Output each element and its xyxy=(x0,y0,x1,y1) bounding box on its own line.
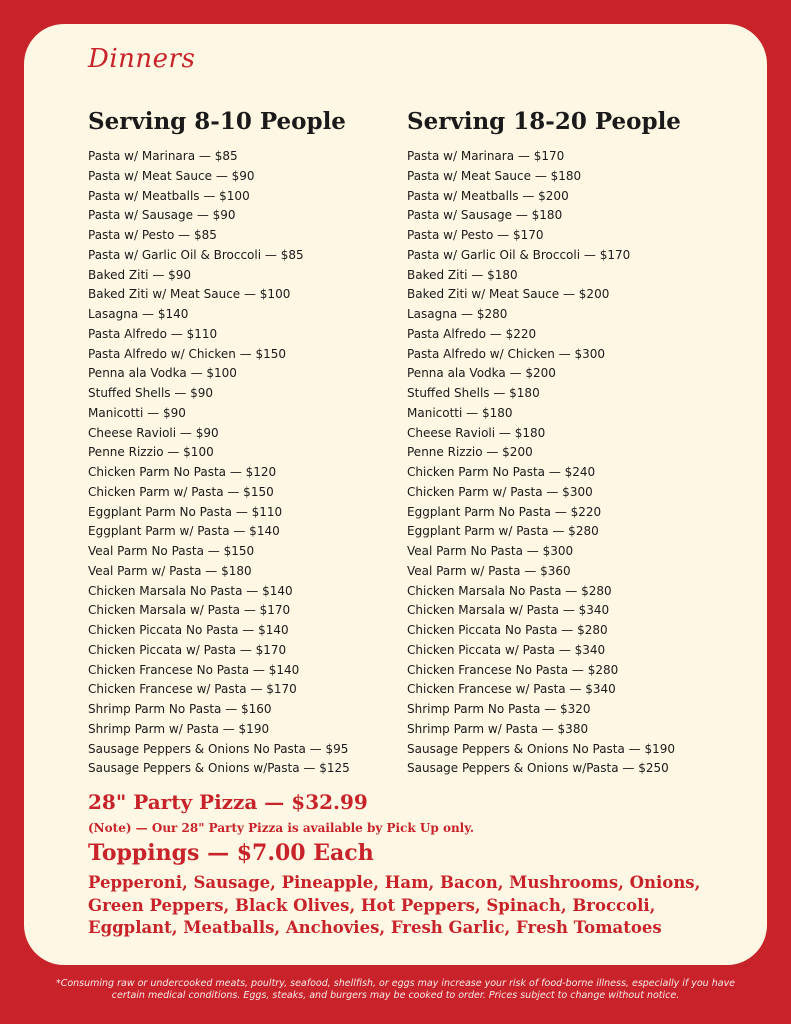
menu-list xyxy=(407,147,681,779)
menu-item: Pasta w/ Meatballs — $100 xyxy=(88,188,250,203)
menu-item: Pasta w/ Sausage — $90 xyxy=(88,208,236,223)
menu-item: Pasta w/ Marinara — $85 xyxy=(88,149,238,163)
menu-item: Pasta Alfredo — $220 xyxy=(407,326,537,341)
menu-item: Pasta Alfredo w/ Chicken — $300 xyxy=(407,346,606,361)
menu-item: Pasta w/ Meat Sauce — $180 xyxy=(407,168,582,183)
menu-item: Baked Ziti — $90 xyxy=(88,267,192,282)
menu-item: Pasta w/ Sausage — $180 xyxy=(407,208,563,223)
menu-item: Pasta Alfredo — $110 xyxy=(88,326,218,341)
menu-item: Manicotti — $90 xyxy=(88,405,186,420)
menu-item: Chicken Parm No Pasta — $120 xyxy=(88,465,277,479)
column-18-20 xyxy=(407,108,681,779)
menu-item: Manicotti — $180 xyxy=(407,405,513,420)
menu-item: Eggplant Parm No Pasta — $110 xyxy=(88,504,283,519)
menu-item: Stuffed Shells — $90 xyxy=(88,386,214,400)
menu-item: Eggplant Parm No Pasta — $220 xyxy=(407,504,602,519)
menu-item: Chicken Francese No Pasta — $140 xyxy=(88,662,300,677)
menu-item: Pasta Alfredo w/ Chicken — $150 xyxy=(88,346,287,361)
menu-item: Chicken Francese w/ Pasta — $340 xyxy=(407,682,616,697)
menu-item: Pasta w/ Meatballs — $200 xyxy=(407,188,569,203)
menu-item: Penna ala Vodka — $200 xyxy=(407,366,556,381)
party-pizza-note: (Note) — Our 28" Party Pizza is available by Pick Up only. xyxy=(88,821,475,835)
menu-item: Chicken Marsala w/ Pasta — $170 xyxy=(88,603,291,618)
menu-item: Veal Parm No Pasta — $300 xyxy=(407,544,574,558)
menu-item: Stuffed Shells — $180 xyxy=(407,386,540,400)
menu-item: Baked Ziti w/ Meat Sauce — $100 xyxy=(88,287,291,302)
menu-list xyxy=(88,147,350,779)
menu-item: Sausage Peppers & Onions w/Pasta — $250 xyxy=(407,761,669,776)
menu-item: Pasta w/ Pesto — $170 xyxy=(407,228,544,242)
menu-item: Lasagna — $140 xyxy=(88,307,189,321)
menu-item: Penne Rizzio — $200 xyxy=(407,445,533,460)
party-pizza-title: 28" Party Pizza — $32.99 xyxy=(88,790,368,814)
section-heading: Dinners xyxy=(88,44,196,74)
menu-item: Penna ala Vodka — $100 xyxy=(88,366,237,381)
menu-item: Chicken Piccata No Pasta — $140 xyxy=(88,623,289,637)
menu-item: Chicken Marsala No Pasta — $140 xyxy=(88,583,293,598)
column-title: Serving 18-20 People xyxy=(407,108,681,135)
menu-item: Shrimp Parm No Pasta — $320 xyxy=(407,702,591,716)
menu-item: Chicken Piccata No Pasta — $280 xyxy=(407,623,608,637)
menu-item: Cheese Ravioli — $180 xyxy=(407,425,546,440)
menu-item: Lasagna — $280 xyxy=(407,307,508,321)
menu-item: Veal Parm w/ Pasta — $360 xyxy=(407,563,571,578)
menu-item: Pasta w/ Meat Sauce — $90 xyxy=(88,168,255,183)
menu-item: Shrimp Parm No Pasta — $160 xyxy=(88,702,272,716)
menu-item: Sausage Peppers & Onions No Pasta — $190 xyxy=(407,741,676,756)
menu-item: Chicken Marsala w/ Pasta — $340 xyxy=(407,603,610,618)
menu-item: Chicken Marsala No Pasta — $280 xyxy=(407,583,612,598)
menu-item: Sausage Peppers & Onions No Pasta — $95 xyxy=(88,741,349,756)
menu-item: Chicken Parm w/ Pasta — $300 xyxy=(407,484,593,499)
toppings-list: Pepperoni, Sausage, Pineapple, Ham, Bacon, Mushrooms, Onions, Green Peppers, Black Olives, Hot Peppers, Spinach, Broccoli, Eggplant, Meatballs, Anchovies, Fresh Garlic, Fresh Tomatoes xyxy=(88,873,701,937)
menu-item: Shrimp Parm w/ Pasta — $190 xyxy=(88,721,270,736)
menu-item: Chicken Parm w/ Pasta — $150 xyxy=(88,484,274,499)
menu-item: Shrimp Parm w/ Pasta — $380 xyxy=(407,721,589,736)
column-title: Serving 8-10 People xyxy=(88,108,346,135)
menu-item: Chicken Piccata w/ Pasta — $170 xyxy=(88,642,287,657)
menu-item: Pasta w/ Garlic Oil & Broccoli — $170 xyxy=(407,247,631,262)
disclaimer-text: *Consuming raw or undercooked meats, poultry, seafood, shellfish, or eggs may increase your risk of food-borne illness, especially if you have certain medical conditions. Eggs, steaks, and burgers may be cooked to order. Prices subject to change without notice. xyxy=(55,978,736,1001)
menu-item: Eggplant Parm w/ Pasta — $280 xyxy=(407,524,599,539)
toppings-title: Toppings — $7.00 Each xyxy=(88,840,374,866)
menu-item: Baked Ziti — $180 xyxy=(407,267,518,282)
menu-item: Chicken Piccata w/ Pasta — $340 xyxy=(407,642,606,657)
menu-item: Veal Parm No Pasta — $150 xyxy=(88,544,255,558)
menu-item: Penne Rizzio — $100 xyxy=(88,445,214,460)
menu-item: Veal Parm w/ Pasta — $180 xyxy=(88,563,252,578)
menu-item: Pasta w/ Marinara — $170 xyxy=(407,149,565,163)
menu-item: Chicken Francese w/ Pasta — $170 xyxy=(88,682,297,697)
menu-item: Sausage Peppers & Onions w/Pasta — $125 xyxy=(88,761,350,776)
menu-item: Chicken Parm No Pasta — $240 xyxy=(407,465,596,479)
menu-item: Pasta w/ Pesto — $85 xyxy=(88,228,217,242)
column-8-10 xyxy=(88,108,350,779)
menu-item: Pasta w/ Garlic Oil & Broccoli — $85 xyxy=(88,247,304,262)
menu-item: Eggplant Parm w/ Pasta — $140 xyxy=(88,524,280,539)
menu-item: Cheese Ravioli — $90 xyxy=(88,425,219,440)
menu-item: Baked Ziti w/ Meat Sauce — $200 xyxy=(407,287,610,302)
menu-item: Chicken Francese No Pasta — $280 xyxy=(407,662,619,677)
